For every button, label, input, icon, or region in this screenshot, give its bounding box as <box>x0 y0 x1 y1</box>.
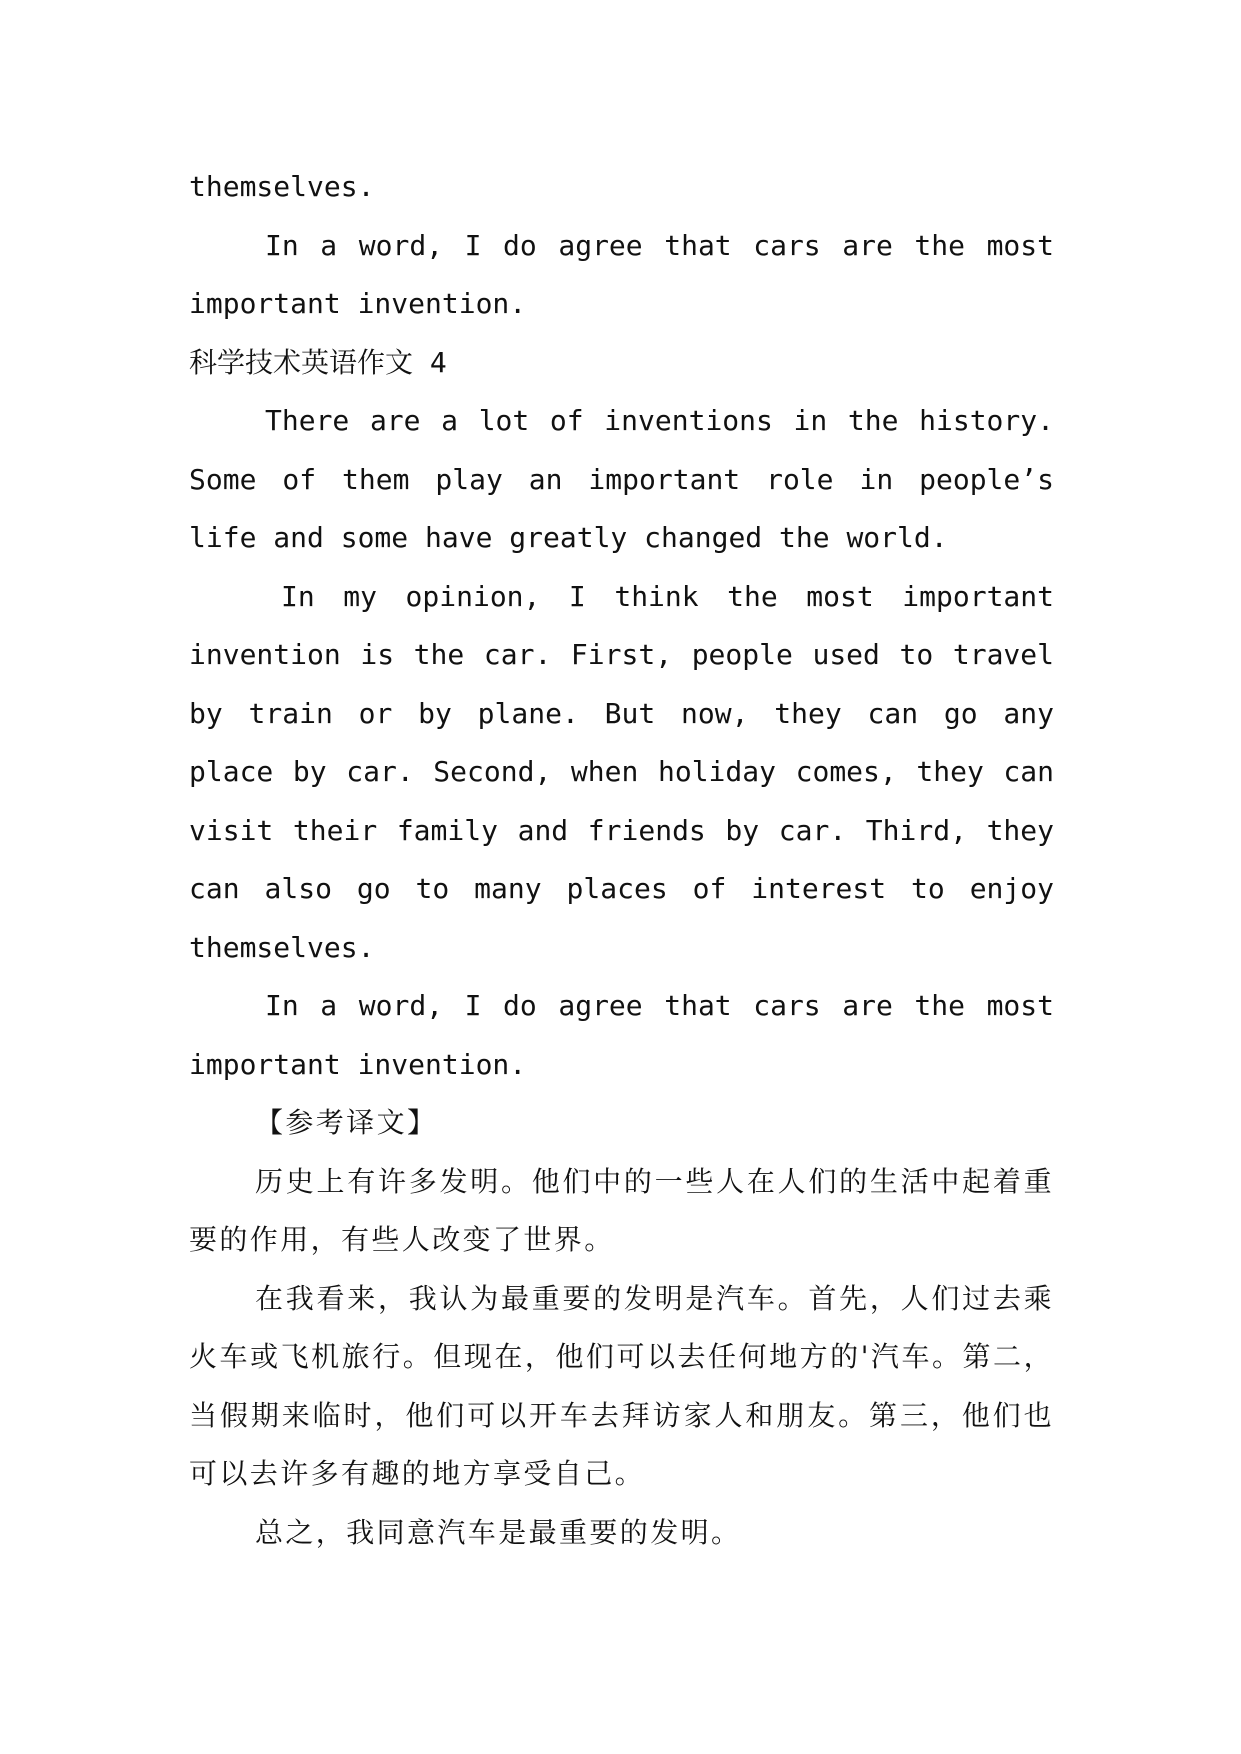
translation-paragraph-2: 在我看来，我认为最重要的发明是汽车。首先，人们过去乘火车或飞机旅行。但现在，他们可以去任何地方的'汽车。第二，当假期来临时，他们可以开车去拜访家人和朋友。第三，他们也可以去许多有趣的地方享受自己。 <box>189 1281 1054 1490</box>
translation-paragraph-3: 总之，我同意汽车是最重要的发明。 <box>255 1515 742 1549</box>
essay-paragraph-1: There are a lot of inventions in the history. Some of them play an important role in people’s life and some have greatly changed the world. <box>189 404 1054 554</box>
essay-paragraph-3: In a word, I do agree that cars are the most important invention. <box>189 989 1054 1081</box>
essay-paragraph-2: In my opinion, I think the most important invention is the car. First, people used to travel by train or by plane. But now, they can go any place by car. Second, when holiday comes, they can visit their family and friends by car. Third, they can also go to many places of interest to enjoy themselves. <box>189 579 1054 964</box>
section-title: 科学技术英语作文 4 <box>189 345 447 379</box>
translation-paragraph-1: 历史上有许多发明。他们中的一些人在人们的生活中起着重要的作用，有些人改变了世界。 <box>189 1164 1054 1256</box>
text-column <box>189 158 1054 1562</box>
translation-heading: 【参考译文】 <box>255 1106 438 1139</box>
continued-conclusion-paragraph: In a word, I do agree that cars are the most important invention. <box>189 228 1054 320</box>
continued-paragraph-end: themselves. <box>189 170 375 203</box>
